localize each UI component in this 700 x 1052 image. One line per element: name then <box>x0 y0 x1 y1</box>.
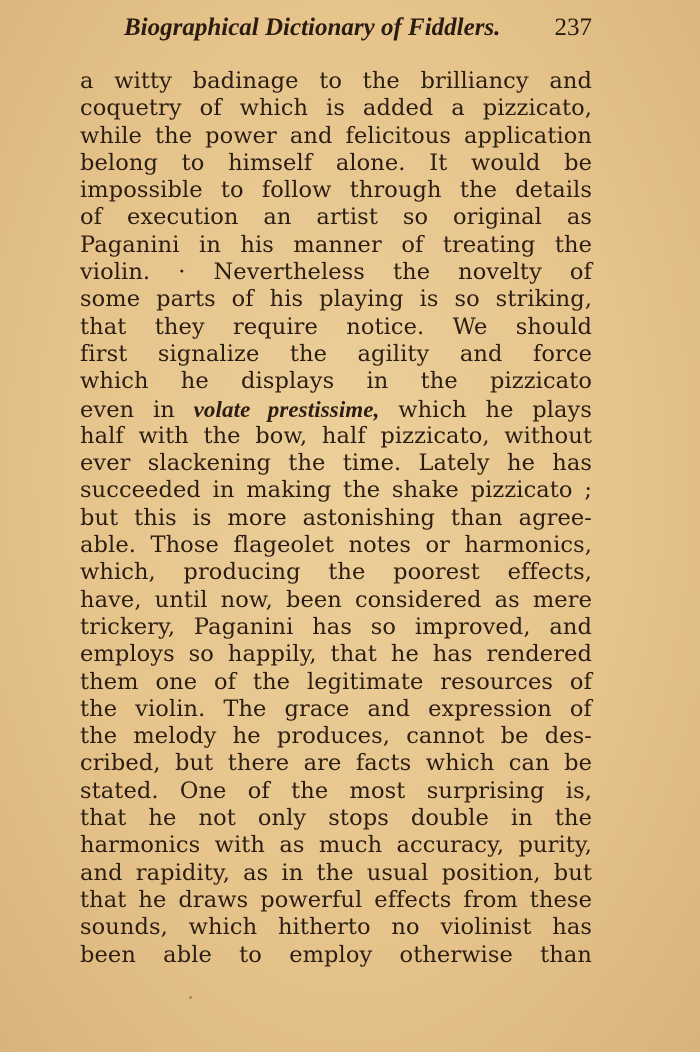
text-line: stated. One of the most surprising is, <box>80 777 592 804</box>
paper-speck <box>189 996 192 999</box>
text-line: cribed, but there are facts which can be <box>80 750 592 777</box>
text-line: Paganini in his manner of treating the <box>80 231 592 258</box>
text-line: been able to employ otherwise than <box>80 941 592 968</box>
text-line: but this is more astonishing than agree- <box>80 504 592 531</box>
text-line: the violin. The grace and expression of <box>80 695 592 722</box>
text-line: succeeded in making the shake pizzicato ; <box>80 477 592 504</box>
text-line: a witty badinage to the brilliancy and <box>80 68 592 94</box>
text-line: coquetry of which is added a pizzicato, <box>80 95 592 122</box>
text-line: some parts of his playing is so striking, <box>80 286 592 313</box>
text-line <box>80 396 592 423</box>
text-line: have, until now, been considered as mere <box>80 586 592 613</box>
text-line: impossible to follow through the details <box>80 177 592 204</box>
text-line: able. Those flageolet notes or harmonics, <box>80 532 592 559</box>
text-line: that he not only stops double in the <box>80 805 592 832</box>
text-line: while the power and felicitous application <box>80 122 592 149</box>
text-line: employs so happily, that he has rendered <box>80 641 592 668</box>
text-line: trickery, Paganini has so improved, and <box>80 613 592 640</box>
text-line: half with the bow, half pizzicato, without <box>80 422 592 449</box>
text-line: and rapidity, as in the usual position, but <box>80 859 592 886</box>
page-number: 237 <box>554 14 592 41</box>
text-line: which he displays in the pizzicato <box>80 368 592 395</box>
text-line: which, producing the poorest effects, <box>80 559 592 586</box>
text-segment: even in <box>80 396 194 423</box>
text-line: that he draws powerful effects from these <box>80 886 592 913</box>
text-line: that they require notice. We should <box>80 313 592 340</box>
text-line: sounds, which hitherto no violinist has <box>80 914 592 941</box>
text-line: harmonics with as much accuracy, purity, <box>80 832 592 859</box>
text-line: them one of the legitimate resources of <box>80 668 592 695</box>
italic-phrase: volate prestissime, <box>193 396 380 422</box>
text-line: ever slackening the time. Lately he has <box>80 450 592 477</box>
running-head <box>80 14 592 50</box>
body-text <box>80 68 592 969</box>
text-line: the melody he produces, cannot be des- <box>80 723 592 750</box>
text-line: of execution an artist so original as <box>80 204 592 231</box>
text-line: first signalize the agility and force <box>80 340 592 367</box>
text-line: violin. · Nevertheless the novelty of <box>80 259 592 286</box>
text-segment: which he plays <box>379 396 592 423</box>
text-line: belong to himself alone. It would be <box>80 149 592 176</box>
running-title: Biographical Dictionary of Fiddlers. <box>124 14 501 41</box>
